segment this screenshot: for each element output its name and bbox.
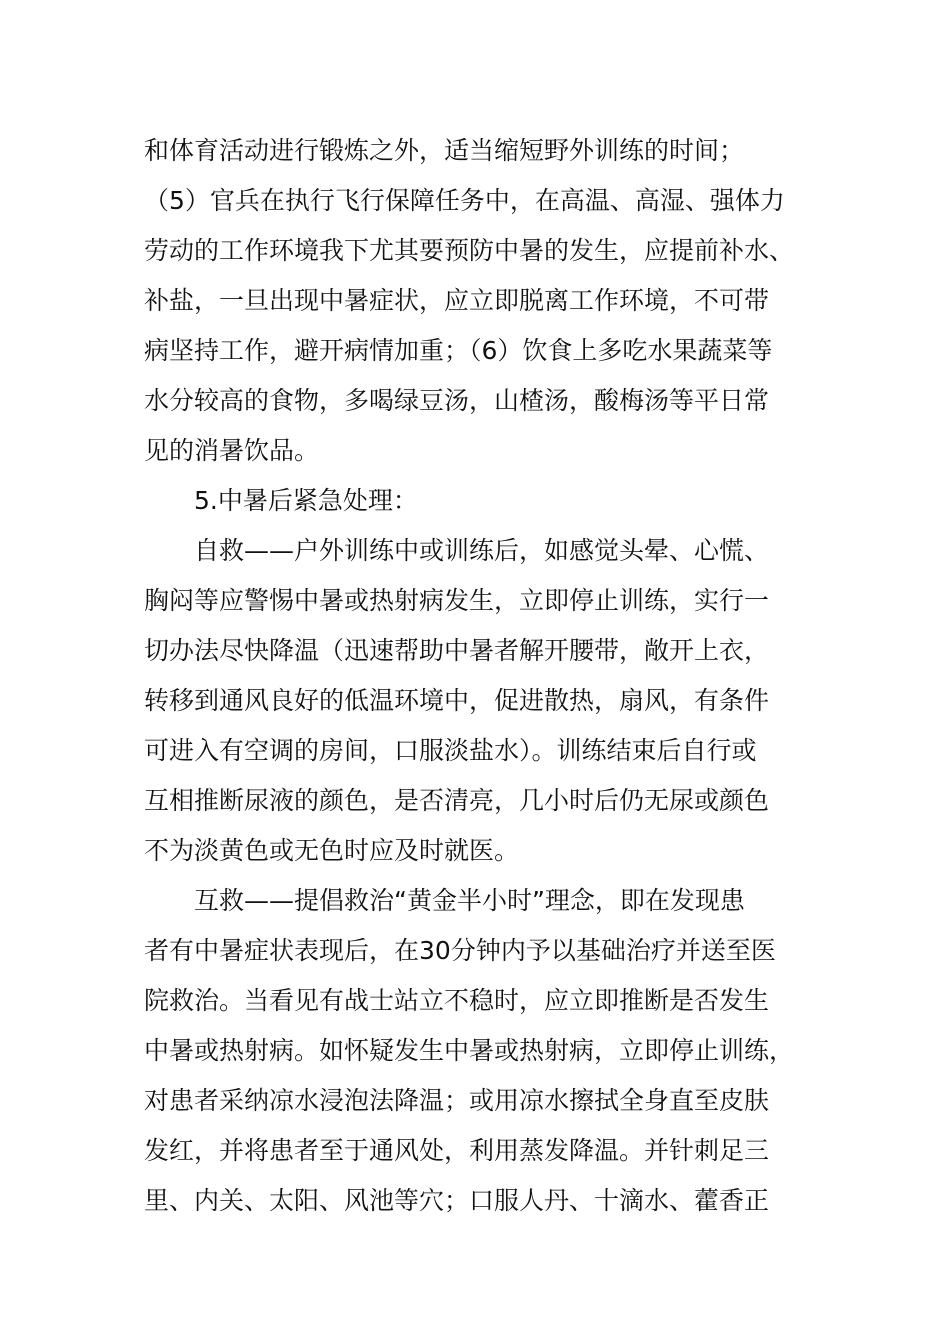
text-line-5: 病坚持工作，避开病情加重；（6）饮食上多吃水果蔬菜等 (144, 336, 773, 365)
section-heading: 5.中暑后紧急处理： (194, 486, 418, 515)
text-line-7: 见的消暑饮品。 (144, 436, 320, 465)
text-line-11: 切办法尽快降温（迅速帮助中暑者解开腰带，敞开上衣， (144, 636, 770, 665)
text-line-10: 胸闷等应警惕中暑或热射病发生，立即停止训练，实行一 (144, 586, 770, 615)
text-line-9: 自救——户外训练中或训练后，如感觉头晕、心慌、 (194, 536, 770, 565)
text-line-12: 转移到通风良好的低温环境中，促进散热，扇风，有条件 (144, 686, 770, 715)
text-line-13: 可进入有空调的房间，口服淡盐水）。训练结束后自行或 (144, 736, 757, 765)
text-line-15: 不为淡黄色或无色时应及时就医。 (144, 836, 520, 865)
body-text (144, 126, 806, 1226)
text-line-14: 互相推断尿液的颜色，是否清亮，几小时后仍无尿或颜色 (144, 786, 770, 815)
text-line-4: 补盐，一旦出现中暑症状，应立即脱离工作环境，不可带 (144, 286, 770, 315)
text-line-18: 院救治。当看见有战士站立不稳时，应立即推断是否发生 (144, 986, 770, 1015)
text-line-21: 发红，并将患者至于通风处，利用蒸发降温。并针刺足三 (144, 1136, 770, 1165)
text-line-1: 和体育活动进行锻炼之外，适当缩短野外训练的时间； (144, 136, 745, 165)
text-line-16: 互救——提倡救治“黄金半小时”理念，即在发现患 (194, 886, 745, 915)
text-line-3: 劳动的工作环境我下尤其要预防中暑的发生，应提前补水、 (144, 236, 795, 265)
text-line-22: 里、内关、太阳、风池等穴；口服人丹、十滴水、藿香正 (144, 1186, 770, 1215)
text-line-6: 水分较高的食物，多喝绿豆汤，山楂汤，酸梅汤等平日常 (144, 386, 770, 415)
text-line-17: 者有中暑症状表现后，在30分钟内予以基础治疗并送至医 (144, 936, 776, 965)
text-line-19: 中暑或热射病。如怀疑发生中暑或热射病，立即停止训练， (144, 1036, 795, 1065)
text-line-20: 对患者采纳凉水浸泡法降温；或用凉水擦拭全身直至皮肤 (144, 1086, 770, 1115)
text-line-2: （5）官兵在执行飞行保障任务中，在高温、高湿、强体力 (144, 186, 785, 215)
